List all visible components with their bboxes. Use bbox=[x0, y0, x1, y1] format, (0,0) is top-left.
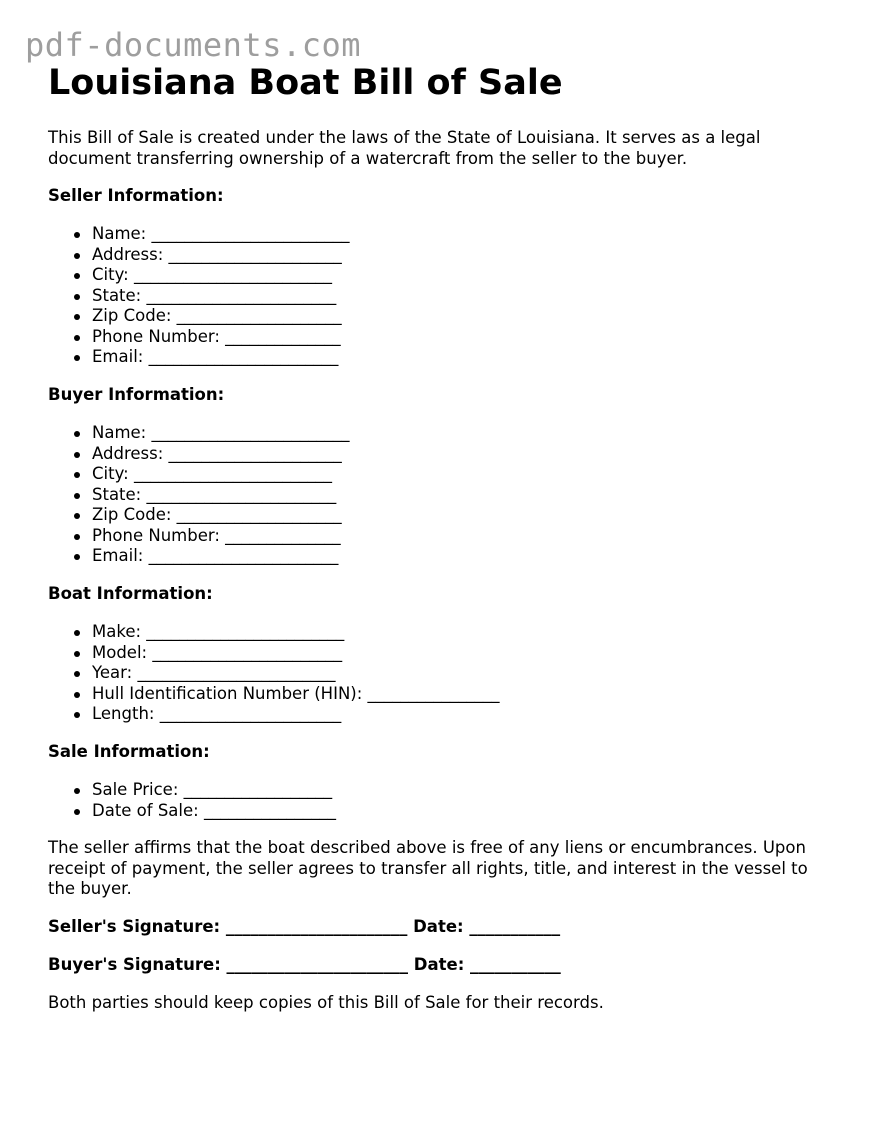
seller-email-field: Email: _______________________ bbox=[48, 347, 349, 368]
seller-city-field: City: ________________________ bbox=[48, 265, 349, 286]
buyer-city-field: City: ________________________ bbox=[48, 464, 349, 485]
seller-zip-field: Zip Code: ____________________ bbox=[48, 306, 349, 327]
sale-fields-list bbox=[48, 780, 336, 821]
buyer-name-field: Name: ________________________ bbox=[48, 423, 349, 444]
buyer-state-field: State: _______________________ bbox=[48, 485, 349, 506]
buyer-signature-line: Buyer's Signature: ______________________ Date: ___________ bbox=[48, 955, 561, 974]
watermark: pdf-documents.com bbox=[25, 26, 362, 64]
boat-year-field: Year: ________________________ bbox=[48, 663, 500, 684]
buyer-fields-list bbox=[48, 423, 349, 567]
boat-heading: Boat Information: bbox=[48, 584, 213, 603]
seller-heading: Seller Information: bbox=[48, 186, 224, 205]
seller-signature-line: Seller's Signature: ______________________ Date: ___________ bbox=[48, 917, 561, 936]
sale-heading: Sale Information: bbox=[48, 742, 210, 761]
sale-price-field: Sale Price: __________________ bbox=[48, 780, 336, 801]
seller-address-field: Address: _____________________ bbox=[48, 245, 349, 266]
seller-name-field: Name: ________________________ bbox=[48, 224, 349, 245]
seller-state-field: State: _______________________ bbox=[48, 286, 349, 307]
affirmation-paragraph: The seller affirms that the boat described above is free of any liens or encumbrances. Upon receipt of payment, the seller agrees to transfer all rights, title, and interest in the vessel to the buyer. bbox=[48, 838, 808, 898]
seller-phone-field: Phone Number: ______________ bbox=[48, 327, 349, 348]
boat-hin-field: Hull Identification Number (HIN): ________________ bbox=[48, 684, 500, 705]
boat-model-field: Model: _______________________ bbox=[48, 643, 500, 664]
buyer-email-field: Email: _______________________ bbox=[48, 546, 349, 567]
intro-paragraph: This Bill of Sale is created under the laws of the State of Louisiana. It serves as a legal document transferring ownership of a watercraft from the seller to the buyer. bbox=[48, 128, 761, 168]
buyer-phone-field: Phone Number: ______________ bbox=[48, 526, 349, 547]
buyer-address-field: Address: _____________________ bbox=[48, 444, 349, 465]
boat-length-field: Length: ______________________ bbox=[48, 704, 500, 725]
page-title: Louisiana Boat Bill of Sale bbox=[48, 63, 563, 103]
sale-date-field: Date of Sale: ________________ bbox=[48, 801, 336, 822]
buyer-heading: Buyer Information: bbox=[48, 385, 225, 404]
boat-make-field: Make: ________________________ bbox=[48, 622, 500, 643]
boat-fields-list bbox=[48, 622, 500, 725]
seller-fields-list bbox=[48, 224, 349, 368]
buyer-zip-field: Zip Code: ____________________ bbox=[48, 505, 349, 526]
closing-note: Both parties should keep copies of this Bill of Sale for their records. bbox=[48, 993, 604, 1012]
